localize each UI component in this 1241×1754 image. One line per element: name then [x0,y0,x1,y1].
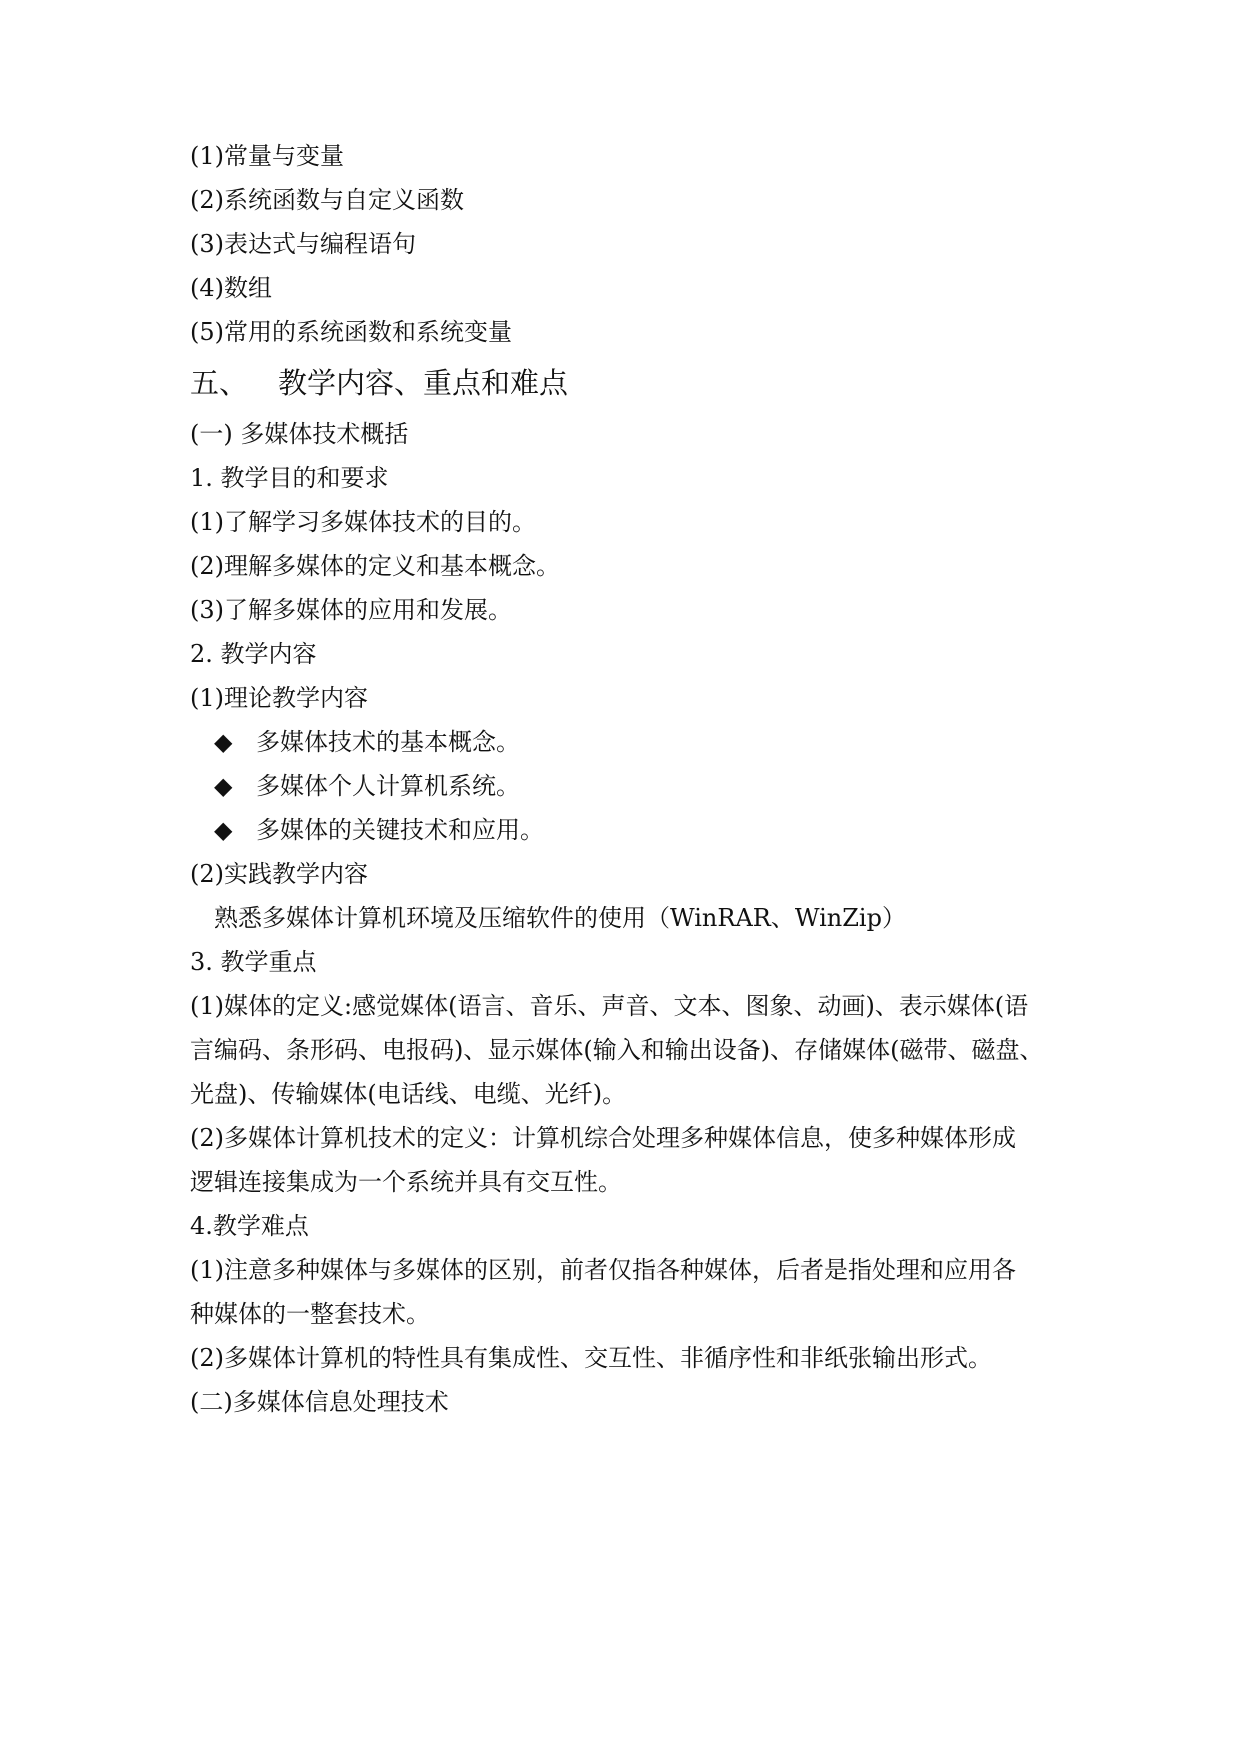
difficulty-1-line: (1)注意多种媒体与多媒体的区别，前者仅指各种媒体，后者是指处理和应用各 [190,1256,1016,1284]
practice-text: 熟悉多媒体计算机环境及压缩软件的使用（WinRAR、WinZip） [214,904,906,932]
content-heading: 2. 教学内容 [190,640,317,668]
practice-heading: (2)实践教学内容 [190,860,368,888]
list-item-functions: (2)系统函数与自定义函数 [190,186,464,214]
difficulty-1-line: 种媒体的一整套技术。 [190,1300,430,1328]
goals-heading: 1. 教学目的和要求 [190,464,389,492]
theory-item-text: 多媒体的关键技术和应用。 [256,816,544,844]
list-item-constants: (1)常量与变量 [190,142,344,170]
section-title: 教学内容、重点和难点 [278,366,569,400]
diamond-bullet-icon: ◆ [214,772,233,800]
difficulty-2-line: (2)多媒体计算机的特性具有集成性、交互性、非循序性和非纸张输出形式。 [190,1344,992,1372]
chapter-2-title: (二)多媒体信息处理技术 [190,1388,449,1416]
key-point-2-line: 逻辑连接集成为一个系统并具有交互性。 [190,1168,622,1196]
section-number: 五、 [190,366,249,400]
goal-item: (3)了解多媒体的应用和发展。 [190,596,512,624]
list-item-expressions: (3)表达式与编程语句 [190,230,416,258]
chapter-1-title: (一) 多媒体技术概括 [190,420,409,448]
theory-bullet-item [214,727,520,757]
list-item-arrays: (4)数组 [190,274,272,302]
section-heading [190,365,568,401]
key-point-2-line: (2)多媒体计算机技术的定义：计算机综合处理多种媒体信息，使多种媒体形成 [190,1124,1016,1152]
list-item-system-functions: (5)常用的系统函数和系统变量 [190,318,512,346]
theory-heading: (1)理论教学内容 [190,684,368,712]
diamond-bullet-icon: ◆ [214,728,233,756]
key-point-1-line: (1)媒体的定义:感觉媒体(语言、音乐、声音、文本、图象、动画)、表示媒体(语 [190,992,1029,1020]
goal-item: (1)了解学习多媒体技术的目的。 [190,508,536,536]
goal-item: (2)理解多媒体的定义和基本概念。 [190,552,560,580]
theory-bullet-item [214,771,520,801]
theory-bullet-item [214,815,544,845]
key-heading: 3. 教学重点 [190,948,317,976]
difficulty-heading: 4.教学难点 [190,1212,309,1240]
theory-item-text: 多媒体技术的基本概念。 [256,728,520,756]
diamond-bullet-icon: ◆ [214,816,233,844]
key-point-1-line: 言编码、条形码、电报码)、显示媒体(输入和输出设备)、存储媒体(磁带、磁盘、 [190,1036,1044,1064]
theory-item-text: 多媒体个人计算机系统。 [256,772,520,800]
key-point-1-line: 光盘)、传输媒体(电话线、电缆、光纤)。 [190,1080,627,1108]
